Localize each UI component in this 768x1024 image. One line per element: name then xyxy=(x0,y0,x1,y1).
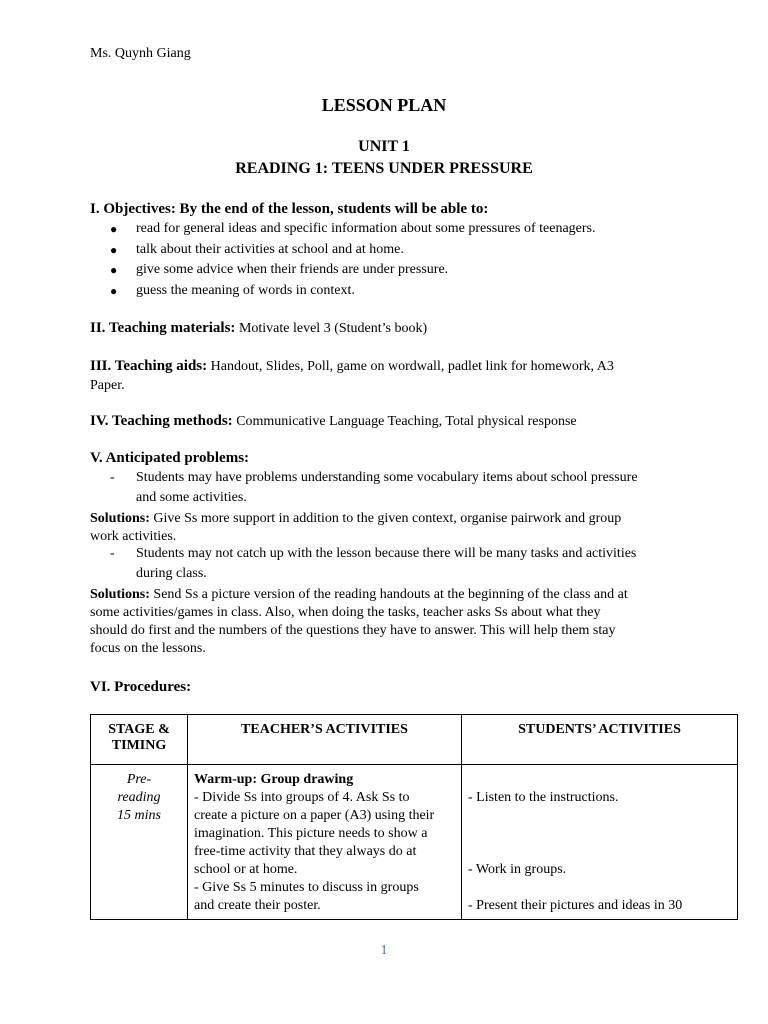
methods-value: Communicative Language Teaching, Total physical response xyxy=(232,414,577,429)
procedures-table xyxy=(90,714,738,920)
reading-title: READING 1: TEENS UNDER PRESSURE xyxy=(235,160,533,177)
table-row xyxy=(91,765,738,920)
list-item: ● give some advice when their friends are under pressure. xyxy=(110,260,595,281)
objectives-heading: I. Objectives: By the end of the lesson, students will be able to: xyxy=(90,201,489,217)
list-item: ● guess the meaning of words in context. xyxy=(110,281,595,302)
page-number: 1 xyxy=(380,943,388,958)
author-name: Ms. Quynh Giang xyxy=(90,46,191,61)
aids-value: Handout, Slides, Poll, game on wordwall, padlet link for homework, A3 xyxy=(207,359,614,374)
methods-section xyxy=(90,413,577,430)
students-header: STUDENTS’ ACTIVITIES xyxy=(462,715,738,765)
unit-title: UNIT 1 xyxy=(358,138,410,155)
methods-label: IV. Teaching methods: xyxy=(90,413,233,429)
bullet-icon: ● xyxy=(110,263,118,277)
bullet-icon: ● xyxy=(110,283,118,298)
materials-value: Motivate level 3 (Student’s book) xyxy=(235,321,428,336)
stage-cell: Pre- reading 15 mins xyxy=(91,765,188,920)
procedures-heading: VI. Procedures: xyxy=(90,679,192,695)
aids-section xyxy=(90,357,690,395)
aids-label: III. Teaching aids: xyxy=(90,358,208,374)
materials-label: II. Teaching materials: xyxy=(90,320,236,336)
problems-heading: V. Anticipated problems: xyxy=(90,450,250,466)
bullet-icon: ● xyxy=(110,242,118,257)
document-title: LESSON PLAN xyxy=(321,95,447,115)
stage-header: STAGE & TIMING xyxy=(91,715,188,765)
table-header-row xyxy=(91,715,738,765)
materials-section xyxy=(90,320,427,337)
solution-paragraph: Solutions: Give Ss more support in addition to the given context, organise pairwork and group work activities. xyxy=(90,511,622,544)
problem-item: - Students may have problems understanding some vocabulary items about school pressure and some activities. xyxy=(110,470,638,505)
problem-item: - Students may not catch up with the lesson because there will be many tasks and activities during class. xyxy=(110,546,637,581)
teacher-header: TEACHER’S ACTIVITIES xyxy=(188,715,462,765)
aids-value-cont: Paper. xyxy=(90,378,125,393)
teacher-cell: Warm-up: Group drawing - Divide Ss into groups of 4. Ask Ss to create a picture on a paper (A3) using their imagination. This picture needs to show a free-time activity that they always do at school or at home. - Give Ss 5 minutes to discuss in groups and create their poster. xyxy=(188,765,462,920)
students-cell: - Listen to the instructions. - Work in groups. - Present their pictures and ideas in 30 xyxy=(462,765,738,920)
list-item: ● read for general ideas and specific information about some pressures of teenagers. xyxy=(110,219,595,240)
objectives-list xyxy=(110,219,595,301)
list-item: ● talk about their activities at school and at home. xyxy=(110,240,595,261)
solution-paragraph: Solutions: Send Ss a picture version of the reading handouts at the beginning of the class and at some activities/games in class. Also, when doing the tasks, teacher asks Ss about what they should do first and the numbers of the questions they have to answer. This will help them stay focus on the lessons. xyxy=(90,587,628,656)
bullet-icon: ● xyxy=(110,222,118,236)
